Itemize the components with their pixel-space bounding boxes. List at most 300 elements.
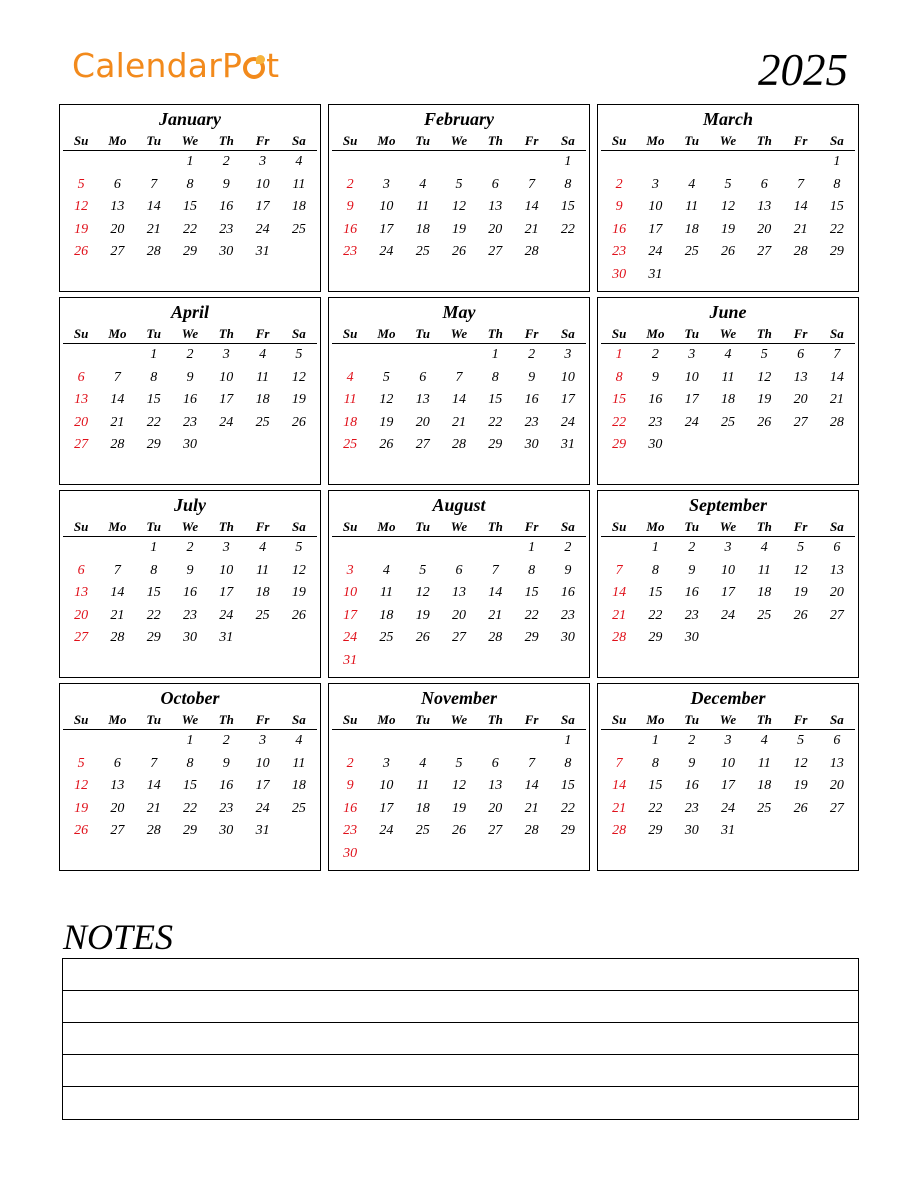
day-cell: 21: [612, 800, 627, 816]
weekday-label: Th: [756, 326, 772, 341]
day-cell: 24: [720, 800, 735, 816]
day-cell: 18: [415, 800, 430, 816]
day-cell: 18: [255, 392, 270, 408]
day-cell: 25: [415, 244, 430, 260]
day-cell: 13: [415, 392, 430, 408]
day-cell: 12: [74, 778, 89, 794]
empty-cell: [477, 537, 513, 560]
day-cell: 31: [343, 652, 358, 668]
weekday-label: Tu: [146, 519, 162, 534]
day-cell: 5: [797, 733, 805, 748]
day-cell: 2: [346, 755, 354, 771]
weekday-label: Su: [611, 712, 627, 727]
day-cell: 12: [720, 199, 735, 215]
day-cell: 14: [612, 585, 627, 601]
day-cell: 8: [564, 755, 572, 771]
day-cell: 17: [255, 199, 270, 215]
day-cell: 29: [648, 823, 663, 839]
empty-cell: [368, 151, 404, 174]
day-cell: 4: [295, 733, 303, 748]
day-cell: 2: [186, 540, 194, 555]
weekday-label: Su: [342, 326, 358, 341]
day-cell: 13: [110, 199, 125, 215]
weekday-label: Th: [487, 326, 503, 341]
day-cell: 21: [524, 221, 539, 237]
day-cell: 5: [724, 176, 732, 192]
day-cell: 1: [150, 347, 158, 362]
day-cell: 23: [648, 414, 663, 430]
weekday-label: Th: [218, 133, 234, 148]
empty-cell: [368, 730, 404, 753]
day-cell: 11: [757, 562, 771, 578]
day-cell: 7: [455, 369, 463, 385]
day-cell: 23: [524, 414, 539, 430]
day-cell: 28: [110, 630, 125, 646]
day-cell: 15: [612, 392, 627, 408]
day-cell: 1: [491, 347, 499, 362]
day-cell: 17: [720, 778, 735, 794]
empty-cell: [63, 344, 99, 367]
day-cell: 23: [684, 800, 699, 816]
day-cell: 19: [451, 800, 466, 816]
day-cell: 22: [146, 607, 161, 623]
day-cell: 8: [833, 176, 841, 192]
notes-line[interactable]: [63, 991, 858, 1023]
empty-cell: [332, 537, 368, 560]
day-cell: 24: [219, 607, 234, 623]
day-grid: [63, 151, 317, 264]
weekday-label: Tu: [684, 133, 700, 148]
month-january: [59, 104, 321, 292]
day-cell: 2: [528, 347, 536, 362]
brand-logo: [72, 46, 279, 85]
weekday-label: Mo: [377, 133, 396, 148]
months-grid: [59, 104, 859, 871]
day-cell: 7: [528, 176, 536, 192]
day-cell: 4: [382, 562, 390, 578]
month-name: July: [173, 495, 206, 515]
day-cell: 6: [833, 733, 841, 748]
weekday-label: Fr: [255, 712, 270, 727]
day-cell: 20: [793, 392, 808, 408]
day-cell: 9: [615, 199, 623, 215]
day-cell: 11: [292, 176, 306, 192]
day-cell: 3: [259, 733, 267, 748]
day-cell: 8: [615, 369, 623, 385]
day-cell: 27: [793, 414, 808, 430]
day-cell: 12: [74, 199, 89, 215]
weekday-label: Su: [73, 712, 89, 727]
day-cell: 10: [720, 562, 735, 578]
day-cell: 19: [793, 778, 808, 794]
day-cell: 14: [793, 199, 808, 215]
day-grid: [332, 537, 586, 673]
day-cell: 10: [379, 199, 394, 215]
day-cell: 1: [564, 154, 572, 169]
day-cell: 29: [146, 630, 161, 646]
weekday-label: We: [450, 519, 468, 534]
notes-title: NOTES: [63, 917, 174, 957]
day-cell: 9: [222, 176, 230, 192]
day-cell: 21: [793, 221, 808, 237]
day-cell: 16: [343, 800, 358, 816]
weekday-label: Mo: [377, 326, 396, 341]
day-grid: [332, 151, 586, 264]
day-cell: 21: [110, 607, 125, 623]
weekday-label: Su: [73, 519, 89, 534]
day-cell: 25: [291, 800, 306, 816]
day-cell: 18: [343, 414, 358, 430]
day-cell: 27: [415, 437, 430, 453]
day-cell: 27: [488, 244, 503, 260]
month-april: [59, 297, 321, 485]
day-cell: 3: [724, 540, 732, 555]
day-cell: 11: [343, 392, 357, 408]
day-cell: 4: [688, 176, 696, 192]
day-cell: 5: [295, 347, 303, 362]
day-cell: 9: [186, 562, 194, 578]
day-cell: 26: [74, 244, 89, 260]
weekday-header: [601, 518, 855, 537]
empty-cell: [332, 151, 368, 174]
day-cell: 20: [415, 414, 430, 430]
day-cell: 9: [186, 369, 194, 385]
day-cell: 22: [182, 221, 197, 237]
day-grid: [63, 537, 317, 650]
day-cell: 9: [346, 778, 354, 794]
day-cell: 30: [219, 244, 234, 260]
day-cell: 30: [343, 845, 358, 861]
weekday-label: Fr: [793, 133, 808, 148]
day-cell: 5: [77, 755, 85, 771]
day-cell: 29: [182, 244, 197, 260]
day-cell: 4: [760, 540, 768, 555]
weekday-header: [332, 132, 586, 151]
empty-cell: [405, 537, 441, 560]
day-cell: 19: [74, 800, 89, 816]
day-cell: 6: [491, 176, 499, 192]
day-cell: 12: [793, 562, 808, 578]
day-cell: 28: [146, 823, 161, 839]
day-cell: 14: [829, 369, 844, 385]
day-cell: 28: [829, 414, 844, 430]
weekday-label: Fr: [255, 326, 270, 341]
day-cell: 17: [219, 585, 234, 601]
day-cell: 19: [291, 585, 306, 601]
weekday-label: Fr: [793, 326, 808, 341]
day-cell: 9: [528, 369, 536, 385]
day-cell: 4: [346, 369, 354, 385]
empty-cell: [637, 151, 673, 174]
weekday-label: Fr: [524, 326, 539, 341]
day-cell: 12: [757, 369, 772, 385]
day-cell: 18: [379, 607, 394, 623]
day-cell: 4: [259, 347, 267, 362]
day-cell: 2: [222, 733, 230, 748]
day-cell: 25: [415, 823, 430, 839]
day-cell: 28: [451, 437, 466, 453]
day-cell: 17: [684, 392, 699, 408]
empty-cell: [601, 730, 637, 753]
day-cell: 25: [757, 800, 772, 816]
day-cell: 9: [688, 562, 696, 578]
day-cell: 19: [720, 221, 735, 237]
day-cell: 22: [524, 607, 539, 623]
month-december: [597, 683, 859, 871]
month-name: December: [690, 688, 766, 708]
day-cell: 23: [343, 823, 358, 839]
weekday-label: We: [719, 133, 737, 148]
day-cell: 15: [182, 778, 197, 794]
weekday-header: [63, 325, 317, 344]
day-cell: 25: [684, 244, 699, 260]
day-cell: 8: [651, 755, 659, 771]
month-name: June: [709, 302, 747, 322]
day-cell: 30: [684, 823, 699, 839]
day-cell: 29: [488, 437, 503, 453]
weekday-label: Sa: [291, 326, 306, 341]
day-cell: 14: [524, 199, 539, 215]
weekday-label: We: [181, 712, 199, 727]
weekday-label: Mo: [108, 712, 127, 727]
day-cell: 4: [724, 347, 732, 362]
weekday-label: Tu: [684, 326, 700, 341]
empty-cell: [477, 730, 513, 753]
day-cell: 5: [455, 755, 463, 771]
day-cell: 2: [651, 347, 659, 362]
day-cell: 1: [528, 540, 536, 555]
notes-line[interactable]: [63, 1087, 858, 1119]
day-cell: 11: [416, 199, 430, 215]
day-cell: 24: [648, 244, 663, 260]
weekday-header: [601, 711, 855, 730]
day-cell: 10: [219, 562, 234, 578]
day-cell: 7: [528, 755, 536, 771]
day-cell: 30: [560, 630, 575, 646]
day-cell: 13: [488, 199, 503, 215]
weekday-label: Sa: [829, 133, 844, 148]
day-cell: 9: [222, 755, 230, 771]
weekday-label: Mo: [646, 326, 665, 341]
day-cell: 6: [455, 562, 463, 578]
day-cell: 16: [343, 221, 358, 237]
day-cell: 20: [74, 414, 89, 430]
day-cell: 27: [110, 823, 125, 839]
day-cell: 10: [343, 585, 358, 601]
weekday-label: We: [719, 712, 737, 727]
weekday-label: We: [181, 326, 199, 341]
weekday-label: Tu: [415, 133, 431, 148]
day-cell: 14: [110, 392, 125, 408]
day-cell: 27: [488, 823, 503, 839]
empty-cell: [332, 730, 368, 753]
day-cell: 7: [615, 755, 623, 771]
day-grid: [601, 730, 855, 843]
day-grid: [601, 344, 855, 457]
day-cell: 10: [720, 755, 735, 771]
day-cell: 1: [186, 154, 194, 169]
day-cell: 11: [379, 585, 393, 601]
day-cell: 25: [343, 437, 358, 453]
weekday-header: [63, 711, 317, 730]
weekday-label: Su: [611, 326, 627, 341]
day-cell: 18: [291, 199, 306, 215]
day-cell: 14: [612, 778, 627, 794]
day-cell: 2: [688, 733, 696, 748]
day-cell: 7: [150, 176, 158, 192]
day-cell: 14: [524, 778, 539, 794]
weekday-label: Sa: [829, 519, 844, 534]
month-name: May: [442, 302, 476, 322]
weekday-label: Fr: [524, 133, 539, 148]
day-cell: 6: [760, 176, 768, 192]
weekday-label: Su: [342, 133, 358, 148]
day-cell: 15: [146, 585, 161, 601]
day-cell: 18: [720, 392, 735, 408]
day-cell: 24: [343, 630, 358, 646]
day-cell: 20: [110, 221, 125, 237]
weekday-label: Sa: [829, 326, 844, 341]
weekday-label: Fr: [255, 519, 270, 534]
weekday-label: Tu: [146, 712, 162, 727]
notes-line[interactable]: [63, 1055, 858, 1087]
day-cell: 25: [255, 607, 270, 623]
weekday-label: Th: [756, 519, 772, 534]
notes-line[interactable]: [63, 1023, 858, 1055]
day-cell: 27: [829, 800, 844, 816]
empty-cell: [441, 344, 477, 367]
day-cell: 17: [648, 221, 663, 237]
notes-line[interactable]: [63, 959, 858, 991]
day-cell: 24: [255, 221, 270, 237]
day-cell: 18: [291, 778, 306, 794]
empty-cell: [368, 344, 404, 367]
weekday-label: Th: [218, 326, 234, 341]
day-cell: 23: [684, 607, 699, 623]
weekday-label: Th: [756, 133, 772, 148]
year-title: 2025: [758, 45, 848, 95]
day-cell: 22: [146, 414, 161, 430]
day-cell: 8: [528, 562, 536, 578]
day-cell: 1: [564, 733, 572, 748]
day-cell: 20: [829, 778, 844, 794]
day-cell: 1: [833, 154, 841, 169]
day-cell: 8: [150, 562, 158, 578]
day-cell: 23: [560, 607, 575, 623]
day-cell: 18: [255, 585, 270, 601]
day-cell: 20: [451, 607, 466, 623]
day-cell: 29: [524, 630, 539, 646]
day-cell: 4: [419, 755, 427, 771]
day-cell: 8: [564, 176, 572, 192]
weekday-label: Tu: [146, 133, 162, 148]
day-cell: 7: [797, 176, 805, 192]
day-cell: 22: [612, 414, 627, 430]
weekday-label: Th: [487, 133, 503, 148]
day-cell: 30: [648, 437, 663, 453]
day-cell: 23: [343, 244, 358, 260]
day-cell: 3: [724, 733, 732, 748]
month-name: November: [421, 688, 497, 708]
day-cell: 15: [560, 778, 575, 794]
day-cell: 21: [110, 414, 125, 430]
day-cell: 10: [684, 369, 699, 385]
day-cell: 15: [648, 585, 663, 601]
day-cell: 6: [77, 562, 85, 578]
day-cell: 7: [833, 347, 841, 362]
day-cell: 13: [793, 369, 808, 385]
day-cell: 15: [648, 778, 663, 794]
day-cell: 16: [684, 585, 699, 601]
day-cell: 22: [648, 607, 663, 623]
weekday-label: Sa: [560, 712, 575, 727]
day-cell: 12: [379, 392, 394, 408]
day-cell: 20: [488, 800, 503, 816]
empty-cell: [601, 537, 637, 560]
day-cell: 29: [182, 823, 197, 839]
day-cell: 9: [688, 755, 696, 771]
day-cell: 6: [491, 755, 499, 771]
empty-cell: [782, 151, 818, 174]
weekday-label: We: [719, 326, 737, 341]
day-cell: 4: [259, 540, 267, 555]
day-cell: 29: [146, 437, 161, 453]
weekday-label: Mo: [377, 712, 396, 727]
empty-cell: [477, 151, 513, 174]
weekday-header: [63, 132, 317, 151]
day-cell: 3: [651, 176, 659, 192]
day-cell: 13: [110, 778, 125, 794]
day-cell: 3: [346, 562, 354, 578]
day-cell: 16: [219, 778, 234, 794]
day-cell: 10: [219, 369, 234, 385]
day-grid: [332, 730, 586, 866]
day-cell: 3: [688, 347, 696, 362]
day-cell: 17: [720, 585, 735, 601]
day-cell: 11: [721, 369, 735, 385]
day-cell: 23: [219, 800, 234, 816]
day-cell: 20: [488, 221, 503, 237]
month-june: [597, 297, 859, 485]
day-cell: 4: [419, 176, 427, 192]
day-cell: 17: [379, 221, 394, 237]
day-cell: 2: [615, 176, 623, 192]
weekday-label: Mo: [108, 326, 127, 341]
weekday-label: Su: [73, 326, 89, 341]
day-cell: 22: [488, 414, 503, 430]
day-cell: 5: [77, 176, 85, 192]
day-cell: 11: [256, 562, 270, 578]
day-cell: 5: [382, 369, 390, 385]
weekday-label: We: [450, 326, 468, 341]
month-name: March: [702, 109, 753, 129]
day-cell: 11: [256, 369, 270, 385]
weekday-header: [332, 518, 586, 537]
day-grid: [601, 537, 855, 650]
day-cell: 12: [415, 585, 430, 601]
day-cell: 3: [222, 540, 230, 555]
day-cell: 5: [760, 347, 768, 362]
day-cell: 31: [560, 437, 575, 453]
day-cell: 26: [451, 823, 466, 839]
day-cell: 7: [113, 562, 121, 578]
day-cell: 26: [379, 437, 394, 453]
day-cell: 7: [150, 755, 158, 771]
weekday-label: Mo: [108, 133, 127, 148]
pot-icon: [243, 57, 265, 79]
day-cell: 16: [684, 778, 699, 794]
day-cell: 19: [291, 392, 306, 408]
